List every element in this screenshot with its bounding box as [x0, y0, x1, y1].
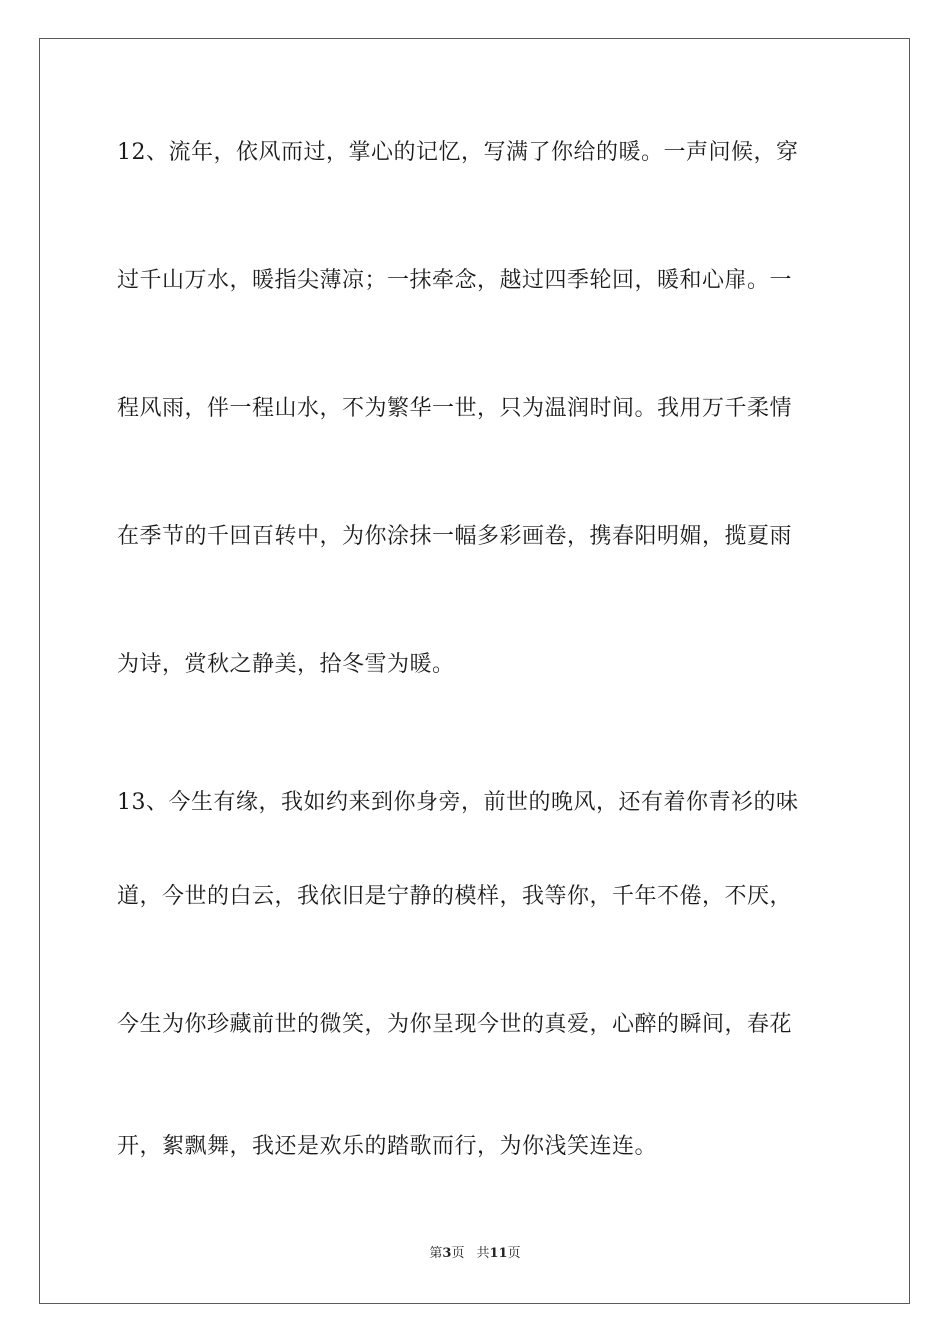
text-line: 程风雨，伴一程山水，不为繁华一世，只为温润时间。我用万千柔情 — [117, 396, 793, 421]
text-line: 为诗，赏秋之静美，拾冬雪为暖。 — [117, 652, 455, 677]
text-line: 过千山万水，暖指尖薄凉；一抹牵念，越过四季轮回，暖和心扉。一 — [117, 268, 793, 293]
text-line: 12、流年，依风而过，掌心的记忆，写满了你给的暖。一声问候，穿 — [117, 140, 799, 165]
page-suffix: 页 — [451, 1246, 465, 1261]
total-suffix: 页 — [507, 1246, 521, 1261]
current-page-number: 3 — [442, 1246, 452, 1261]
page-footer — [0, 1246, 950, 1262]
text-line: 13、今生有缘，我如约来到你身旁，前世的晚风，还有着你青衫的味 — [117, 790, 799, 815]
text-line: 开，絮飘舞，我还是欢乐的踏歌而行，为你浅笑连连。 — [117, 1134, 658, 1159]
page-prefix: 第 — [429, 1246, 443, 1261]
total-pages-number: 11 — [489, 1246, 508, 1261]
text-line: 在季节的千回百转中，为你涂抹一幅多彩画卷，携春阳明媚，揽夏雨 — [117, 524, 793, 549]
text-line: 道，今世的白云，我依旧是宁静的模样，我等你，千年不倦，不厌， — [117, 884, 793, 909]
total-prefix: 共 — [476, 1246, 490, 1261]
text-line: 今生为你珍藏前世的微笑，为你呈现今世的真爱，心醉的瞬间，春花 — [117, 1012, 793, 1037]
